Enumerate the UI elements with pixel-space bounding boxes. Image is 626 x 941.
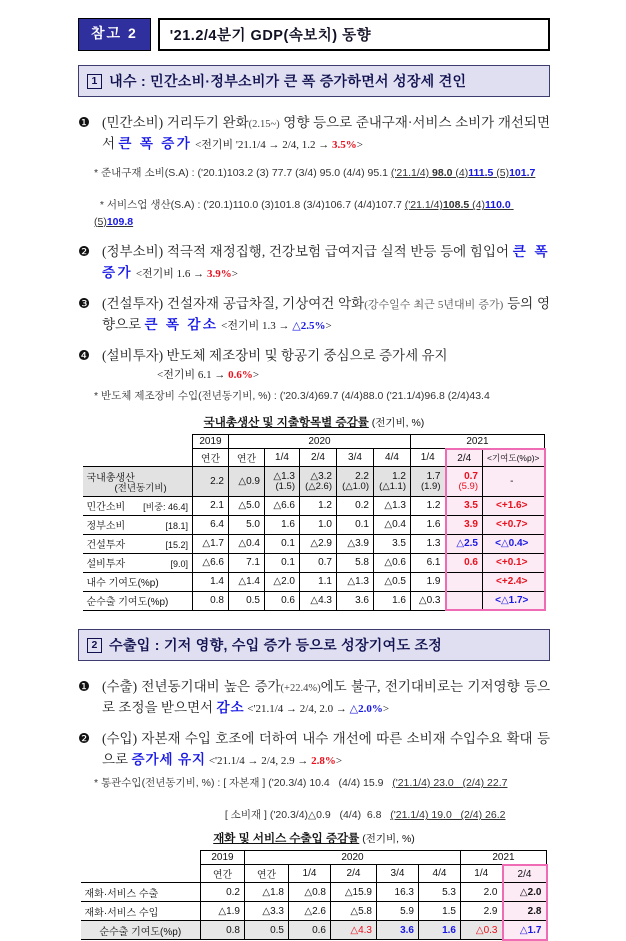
row-domestic-demand-contribution [83, 572, 545, 591]
bullet4-text [102, 346, 550, 386]
bullet2-marker: ❷ [78, 243, 91, 259]
stat-note: > [252, 368, 260, 381]
cell: 1.6 [411, 515, 446, 534]
text: (설비투자) 반도체 제조장비 및 항공기 중심으로 증가세 유지 [102, 347, 448, 363]
underlined-stats: ('21.1/4) 23.0 (2/4) 22.7 [392, 776, 508, 789]
cell: △4.3 [300, 591, 337, 610]
cell: 5.9 [377, 902, 419, 921]
bullet-facility-investment [78, 346, 550, 386]
paren-note: (+22.4%) [280, 683, 321, 695]
footnote-semidurable [94, 165, 550, 230]
cell: 0.1 [265, 534, 300, 553]
stat-line [157, 367, 550, 384]
stat-note: > [325, 319, 332, 332]
cell: 0.5 [245, 921, 289, 940]
label-weight: [18.1] [165, 521, 188, 532]
yoy-value: (△1.1) [379, 480, 406, 492]
cell: 0.2 [201, 883, 245, 902]
table1-title-main: 국내총생산 및 지출항목별 증감률 [203, 416, 369, 429]
cell-highlight: 2.8 [503, 902, 547, 921]
label-main: 정부소비 [86, 521, 126, 533]
cell: △0.4 [374, 515, 411, 534]
stat-note: <전기비 6.1 → [157, 368, 229, 381]
cell: 1.6 [374, 591, 411, 610]
cell: 1.4 [193, 572, 229, 591]
stat-note: > [356, 138, 363, 151]
cell [300, 467, 337, 496]
text: (수출) 전년동기대비 높은 증가 [102, 679, 281, 695]
cell: △0.3 [411, 591, 446, 610]
text: * 서비스업 생산(S.A) : ('20.1)110.0 (3)101.8 (3/4)106.7 (4/4)107.7 [99, 199, 405, 212]
cell: △6.6 [265, 496, 300, 515]
value: 2.2 [355, 470, 369, 482]
stat-note: > [382, 703, 390, 716]
text: 영향 등으로 준내구재·서비스 소비가 개선되면서 [102, 115, 550, 151]
value: △3.2 [310, 470, 332, 482]
row-label: 순수출 기여도(%p) [83, 591, 193, 610]
cell: 5.0 [229, 515, 265, 534]
yoy-value: (1.5) [275, 480, 295, 492]
cell-contribution: <△1.7> [483, 591, 545, 610]
year-2019: 2019 [201, 850, 245, 865]
cell [374, 467, 411, 496]
stat-red: 3.5% [332, 138, 357, 151]
text: (5) [493, 166, 510, 179]
col-annual-2020: 연간 [229, 449, 265, 467]
value: △1.3 [273, 470, 295, 482]
cell: △3.3 [245, 902, 289, 921]
cell: △5.8 [331, 902, 377, 921]
yoy-value: (△1.0) [342, 480, 369, 492]
s2-bullet2-text [102, 729, 550, 771]
emphasis-blue: 큰 폭 증가 [102, 243, 550, 280]
cell: 1.6 [265, 515, 300, 534]
text: (민간소비) 거리두기 완화 [102, 115, 249, 130]
stat-blue: 110.0 [484, 199, 511, 212]
label-weight: [비중: 46.4] [143, 502, 188, 513]
year-2020: 2020 [229, 434, 411, 449]
cell: △1.9 [201, 902, 245, 921]
table2-title-unit: (전기비, %) [359, 832, 415, 845]
cell [411, 467, 446, 496]
cell: 2.2 [193, 467, 229, 496]
cell: 6.4 [193, 515, 229, 534]
reference-tag: 참고 2 [78, 18, 151, 51]
underlined-stats: ('21.1/4) 19.0 (2/4) 26.2 [390, 809, 506, 822]
yoy-value: (△2.6) [305, 480, 332, 492]
cell [337, 467, 374, 496]
cell: △2.0 [265, 572, 300, 591]
emphasis-blue: 큰 폭 감소 [144, 316, 219, 332]
col-q2-2021: 2/4 [446, 449, 483, 467]
cell: 0.1 [265, 553, 300, 572]
cell: △6.6 [193, 553, 229, 572]
cell: 7.1 [229, 553, 265, 572]
section2-number: 2 [87, 638, 102, 653]
text: (정부소비) 적극적 재정집행, 건강보험 급여지급 실적 반등 등에 힘입어 [102, 243, 513, 259]
cell: △1.8 [245, 883, 289, 902]
row-label: 순수출 기여도(%p) [81, 921, 201, 940]
stat-note: <전기비 '21.1/4 → 2/4, 1.2 → [192, 138, 333, 151]
row-label: 재화·서비스 수출 [81, 883, 201, 902]
col-annual-2019: 연간 [201, 865, 245, 883]
bullet3-text [102, 294, 550, 336]
bullet-government-consumption [78, 242, 550, 284]
section2-title: 수출입 : 기저 영향, 수입 증가 등으로 성장기여도 조정 [109, 637, 443, 654]
row-label [83, 515, 193, 534]
row-construction-investment [83, 534, 545, 553]
corner-cell [81, 865, 201, 883]
cell: 0.8 [193, 591, 229, 610]
cell [265, 467, 300, 496]
cell: 1.1 [300, 572, 337, 591]
page-title: '21.2/4분기 GDP(속보치) 동향 [158, 18, 550, 51]
label-main: 설비투자 [86, 559, 126, 571]
row-government-consumption [83, 515, 545, 534]
yoy-value: (5.9) [458, 480, 478, 492]
bullet-construction-investment [78, 294, 550, 336]
label-sub: (전년동기비) [114, 482, 167, 494]
year-2019: 2019 [193, 434, 229, 449]
col-q2-2021: 2/4 [503, 865, 547, 883]
cell: 0.6 [289, 921, 331, 940]
paren-note: (강수일수 최근 5년대비 증가) [364, 298, 504, 311]
footnote-semiconductor: * 반도체 제조장비 수입(전년동기비, %) : ('20.3/4)69.7 (4/4)88.0 ('21.1/4)96.8 (2/4)43.4 [94, 389, 490, 402]
col-annual-2020: 연간 [245, 865, 289, 883]
text: [ 소비재 ] ('20.3/4)△0.9 (4/4) 6.8 [224, 809, 391, 822]
cell-contribution: <+0.1> [483, 553, 545, 572]
cell-highlight: 0.6 [446, 553, 483, 572]
cell: 0.5 [229, 591, 265, 610]
yoy-value: (1.9) [420, 480, 441, 492]
text: * 준내구재 소비(S.A) : ('20.1)103.2 (3) 77.7 (3/4) 95.0 (4/4) 95.1 [94, 166, 391, 179]
cell: △0.8 [289, 883, 331, 902]
cell: △1.3 [374, 496, 411, 515]
cell: 0.2 [337, 496, 374, 515]
section2-heading [78, 629, 550, 661]
cell: △15.9 [331, 883, 377, 902]
table1-year-row [83, 434, 545, 449]
text: 에도 불구, 전기대비로는 기저영향 등으로 조정을 받으면서 [102, 679, 551, 716]
value: 1.7 [426, 470, 441, 482]
row-net-export-contribution [83, 591, 545, 610]
label-main: 국내총생산 [86, 472, 135, 484]
cell: △1.3 [337, 572, 374, 591]
value: 0.7 [464, 470, 478, 482]
cell-highlight: △1.7 [503, 921, 547, 940]
stat-note: <전기비 1.6 → [133, 267, 207, 280]
col-q3-2020: 3/4 [337, 449, 374, 467]
corner-cell [83, 434, 193, 449]
section1-heading [78, 65, 550, 97]
stat-bold: 108.5 [442, 199, 470, 212]
cell-highlight: 3.5 [446, 496, 483, 515]
cell: △0.5 [374, 572, 411, 591]
trade-table [81, 850, 548, 941]
cell: △0.3 [461, 921, 503, 940]
cell: 1.2 [300, 496, 337, 515]
emphasis-blue: 감소 [216, 700, 245, 716]
stat-red: 0.6% [228, 368, 253, 381]
stat-red: 2.8% [311, 755, 336, 768]
col-q4-2020: 4/4 [374, 449, 411, 467]
col-q2-2020: 2/4 [331, 865, 377, 883]
col-annual-2019: 연간 [193, 449, 229, 467]
col-contribution: <기여도(%p)> [483, 449, 545, 467]
cell: 2.9 [461, 902, 503, 921]
row-goods-services-imports [81, 902, 547, 921]
stat-red: 3.9% [206, 267, 232, 280]
bullet1-marker: ❶ [78, 115, 91, 130]
cell: △5.0 [229, 496, 265, 515]
cell: △0.6 [374, 553, 411, 572]
label-weight: [15.2] [165, 540, 188, 551]
year-2021: 2021 [461, 850, 547, 865]
row-label: 내수 기여도(%p) [83, 572, 193, 591]
underlined-stats [391, 167, 535, 179]
table2-year-row [81, 850, 547, 865]
bullet-exports [78, 677, 550, 719]
table2-title [78, 830, 550, 846]
cell-contribution: <△0.4> [483, 534, 545, 553]
cell: △1.7 [193, 534, 229, 553]
emphasis-blue: 증가세 유지 [131, 752, 207, 768]
cell: △2.9 [300, 534, 337, 553]
emphasis-blue: 큰 폭 증가 [118, 135, 193, 151]
bullet4-marker: ❹ [78, 347, 91, 363]
table1-title [78, 414, 550, 430]
document-header [78, 18, 550, 51]
bullet-private-consumption [78, 113, 550, 155]
cell: 5.8 [337, 553, 374, 572]
corner-cell [81, 850, 201, 865]
cell: △0.9 [229, 467, 265, 496]
stat-note: <'21.1/4 → 2/4, 2.9 → [206, 755, 312, 768]
cell: 3.6 [377, 921, 419, 940]
text: (수입) 자본재 수입 호조에 더하여 내수 개선에 따른 소비재 수입수요 확대 등으로 [102, 731, 550, 768]
table2-subheader-row [81, 865, 547, 883]
stat-note: > [335, 755, 343, 768]
cell-highlight: △2.5 [446, 534, 483, 553]
row-label [83, 496, 193, 515]
row-goods-services-exports [81, 883, 547, 902]
bullet1-text [102, 113, 550, 155]
cell: 16.3 [377, 883, 419, 902]
row-facility-investment [83, 553, 545, 572]
cell: 3.6 [337, 591, 374, 610]
cell: 1.0 [300, 515, 337, 534]
cell: △4.3 [331, 921, 377, 940]
col-q2-2020: 2/4 [300, 449, 337, 467]
section1-title: 내수 : 민간소비·정부소비가 큰 폭 증가하면서 성장세 견인 [109, 73, 467, 89]
col-q3-2020: 3/4 [377, 865, 419, 883]
cell: 1.5 [419, 902, 461, 921]
year-2020: 2020 [245, 850, 461, 865]
col-q1-2020: 1/4 [289, 865, 331, 883]
cell-contribution: - [483, 467, 545, 496]
cell: △2.6 [289, 902, 331, 921]
row-label-gdp [83, 467, 193, 496]
cell: △1.4 [229, 572, 265, 591]
paren-note: (2.15~) [248, 119, 280, 130]
label-weight: [9.0] [170, 559, 188, 570]
s2-bullet2-marker: ❷ [78, 731, 91, 747]
col-q1-2021: 1/4 [461, 865, 503, 883]
row-label: 재화·서비스 수입 [81, 902, 201, 921]
cell: 3.5 [374, 534, 411, 553]
bullet2-text [102, 242, 550, 284]
text: (5) [94, 199, 514, 228]
cell-contribution: <+0.7> [483, 515, 545, 534]
bullet3-marker: ❸ [78, 295, 91, 311]
cell: 1.2 [411, 496, 446, 515]
col-q4-2020: 4/4 [419, 865, 461, 883]
cell: 0.7 [300, 553, 337, 572]
value: 1.2 [392, 470, 406, 482]
row-private-consumption [83, 496, 545, 515]
cell: 1.9 [411, 572, 446, 591]
cell: 0.6 [265, 591, 300, 610]
corner-cell [83, 449, 193, 467]
table2-title-main: 재화 및 서비스 수출입 증감률 [213, 832, 360, 845]
s2-bullet1-text [102, 677, 550, 719]
cell: 0.8 [201, 921, 245, 940]
row-label [83, 553, 193, 572]
row-label [83, 534, 193, 553]
cell: 1.6 [419, 921, 461, 940]
table1-title-unit: (전기비, %) [368, 416, 425, 429]
text: (건설투자) 건설자재 공급차질, 기상여건 악화 [102, 295, 365, 311]
s2-bullet1-marker: ❶ [78, 679, 91, 695]
section1-number: 1 [87, 74, 102, 89]
row-net-export-contribution [81, 921, 547, 940]
cell-highlight [446, 572, 483, 591]
cell-highlight [446, 467, 483, 496]
text: (4) [469, 199, 485, 212]
stat-blue: 101.7 [509, 166, 536, 179]
year-2021: 2021 [411, 434, 545, 449]
cell: △0.4 [229, 534, 265, 553]
text: * 통관수입(전년동기비, %) : [ 자본재 ] ('20.3/4) 10.4 (4/4) 15.9 [94, 776, 393, 789]
row-gdp [83, 467, 545, 496]
cell: 6.1 [411, 553, 446, 572]
col-q1-2020: 1/4 [265, 449, 300, 467]
col-q1-2021: 1/4 [411, 449, 446, 467]
stat-note: > [231, 267, 238, 280]
footnote-customs-imports [94, 775, 550, 824]
text: (4) [452, 166, 469, 179]
bullet-imports [78, 729, 550, 771]
cell: 2.1 [193, 496, 229, 515]
text: ('21.1/4) [390, 166, 433, 179]
label-main: 건설투자 [86, 540, 126, 552]
label-main: 민간소비 [86, 502, 126, 514]
stat-blue: 109.8 [106, 215, 134, 228]
cell-highlight [446, 591, 483, 610]
cell-highlight: △2.0 [503, 883, 547, 902]
cell-highlight: 3.9 [446, 515, 483, 534]
table1-subheader-row [83, 449, 545, 467]
cell: 1.3 [411, 534, 446, 553]
stat-blue: △2.5% [292, 319, 326, 332]
cell: △3.9 [337, 534, 374, 553]
text: 등의 영향으로 [102, 295, 551, 332]
cell: 2.0 [461, 883, 503, 902]
text: ('21.1/4) [404, 199, 443, 212]
cell-contribution: <+2.4> [483, 572, 545, 591]
stat-bold: 98.0 [432, 166, 453, 179]
cell: 5.3 [419, 883, 461, 902]
stat-blue: △2.0% [349, 703, 383, 716]
gdp-table [83, 434, 546, 611]
cell-contribution: <+1.6> [483, 496, 545, 515]
stat-blue: 111.5 [468, 166, 494, 179]
stat-note: <전기비 1.3 → [218, 319, 293, 332]
stat-note: <'21.1/4 → 2/4, 2.0 → [244, 703, 350, 716]
cell: 0.1 [337, 515, 374, 534]
